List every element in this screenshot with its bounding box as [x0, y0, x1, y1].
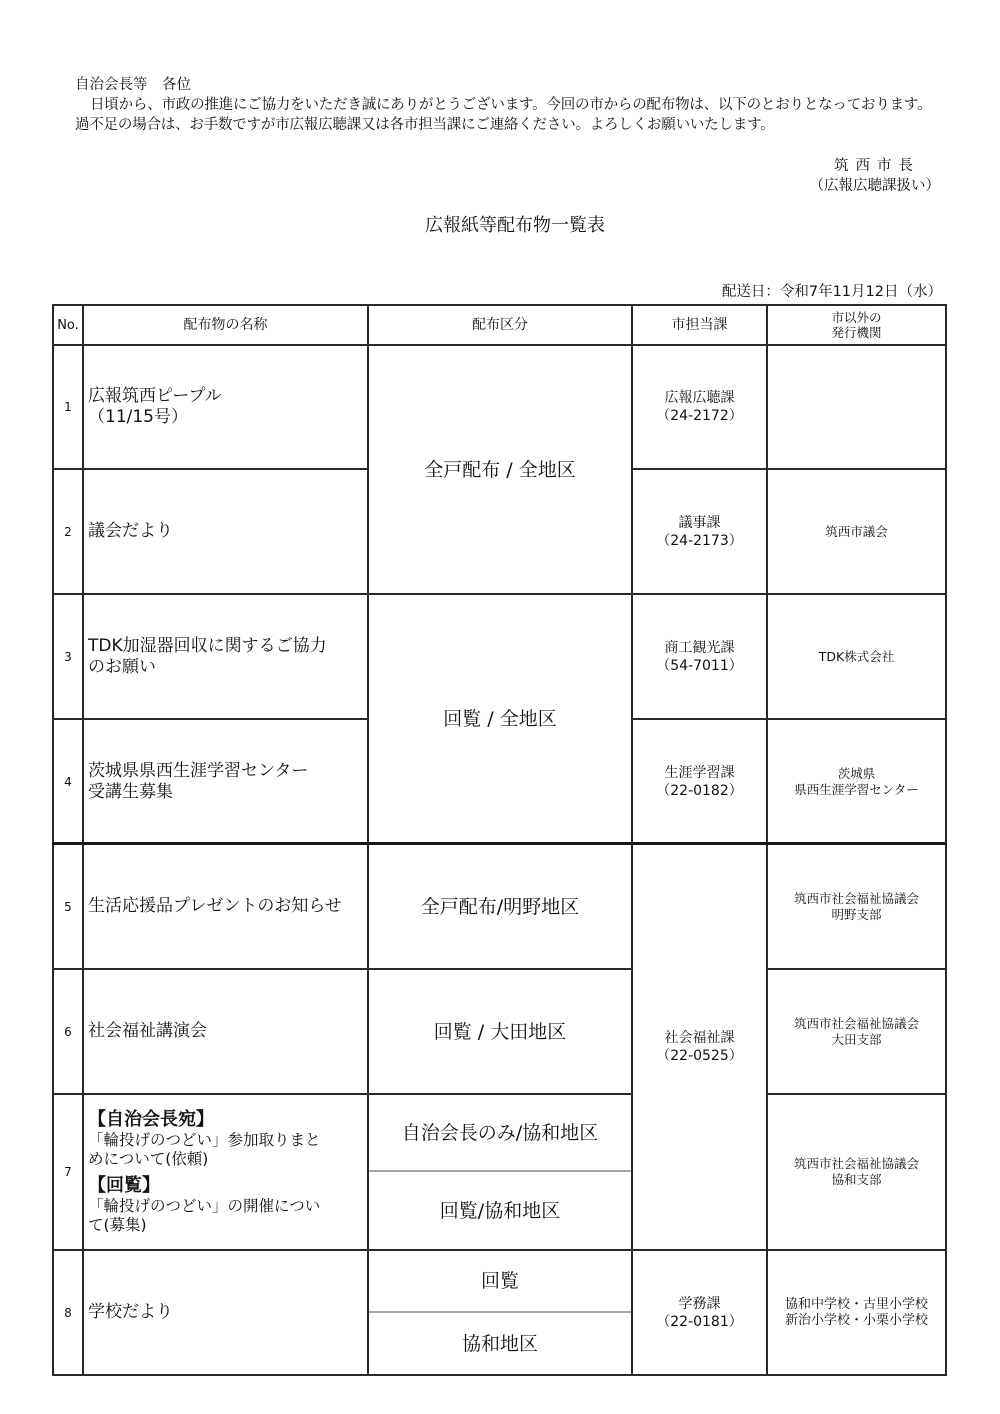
row-8-department-name: 学務課	[678, 1295, 721, 1312]
greeting-paragraph: 日頃から、市政の推進にご協力をいただき誠にありがとうございます。今回の市からの配布物は、以下のとおりとなっております。過不足の場合は、お手数ですが市広報広聴課又は各市担当課にご連絡ください。よろしくお願いいたします。	[75, 97, 932, 133]
header-issuer-line1: 市以外の	[831, 310, 882, 325]
delivery-date: 配送日：令和7年11月12日（水）	[721, 284, 942, 300]
row-1-name-line1: 広報筑西ピープル	[88, 386, 222, 406]
row-1-department-name: 広報広聴課	[664, 390, 735, 406]
row-7-part2-line2: て(募集)	[88, 1216, 147, 1234]
sub-divider	[369, 1311, 631, 1313]
row-8-issuer-line2: 新治小学校・小栗小学校	[784, 1312, 928, 1328]
row-divider	[766, 1093, 947, 1095]
row-5-name: 生活応援品プレゼントのお知らせ	[88, 896, 342, 916]
row-2-no: 2	[64, 524, 72, 539]
row-8-department	[632, 1250, 767, 1375]
row-7-issuer	[767, 1094, 946, 1250]
row-4-issuer-line2: 県西生涯学習センター	[794, 781, 919, 797]
row-2-department-phone: （24‐2173）	[656, 532, 743, 549]
row-divider	[52, 1093, 633, 1095]
column-divider	[367, 304, 369, 1376]
row-divider	[631, 468, 947, 470]
row-4-name	[83, 719, 368, 844]
row-6-issuer	[767, 969, 946, 1094]
row-2-name: 議会だより	[88, 521, 173, 541]
header-distribution: 配布区分	[472, 316, 528, 333]
row-divider	[631, 718, 947, 720]
row-7-issuer-line1: 筑西市社会福祉協議会	[793, 1156, 919, 1171]
department-rows-5-7-name: 社会福祉課	[664, 1030, 735, 1046]
document-title: 広報紙等配布物一覧表	[425, 215, 605, 236]
section-divider	[52, 842, 947, 845]
row-6-name: 社会福祉講演会	[88, 1021, 207, 1041]
row-3-name-line1: TDK加湿器回収に関するご協力	[88, 635, 327, 656]
distribution-rows-3-4: 回覧 / 全地区	[443, 708, 557, 730]
row-3-no: 3	[64, 649, 72, 664]
row-5-distribution: 全戸配布/明野地区	[420, 895, 580, 918]
header-department: 市担当課	[671, 316, 728, 333]
row-6-distribution: 回覧 / 大田地区	[433, 1020, 567, 1043]
column-divider	[631, 304, 633, 1376]
row-4-no: 4	[64, 774, 72, 789]
row-3-name	[83, 594, 368, 719]
row-3-department-name: 商工観光課	[664, 639, 735, 656]
row-divider	[766, 968, 947, 970]
row-7-issuer-line2: 協和支部	[831, 1172, 882, 1187]
row-6-no: 6	[64, 1024, 72, 1039]
row-2-department-name: 議事課	[678, 514, 721, 531]
row-7-part1-line1: 「輪投げのつどい」参加取りまと	[88, 1131, 321, 1149]
department-rows-5-7-phone: （22‐0525）	[656, 1048, 743, 1064]
row-2-department	[632, 469, 767, 594]
row-8-name: 学校だより	[88, 1302, 173, 1322]
row-4-department-name: 生涯学習課	[664, 764, 735, 781]
row-7-part1-heading: 【自治会長宛】	[88, 1109, 214, 1130]
row-8-distribution-1: 回覧	[480, 1270, 519, 1292]
addressee: 自治会長等 各位	[75, 77, 191, 93]
row-1-no: 1	[64, 400, 72, 414]
table-border-top	[52, 304, 947, 306]
row-8-no: 8	[64, 1305, 72, 1320]
row-7-name	[83, 1094, 368, 1250]
header-issuer-line2: 発行機関	[831, 325, 882, 340]
table-border-left	[52, 304, 54, 1376]
row-7-distribution-2: 回覧/協和地区	[439, 1199, 561, 1222]
row-1-name	[83, 345, 368, 469]
row-6-issuer-line2: 大田支部	[831, 1031, 882, 1047]
row-3-issuer: TDK株式会社	[818, 648, 895, 664]
row-divider	[52, 968, 633, 970]
row-4-issuer	[767, 719, 946, 844]
row-5-no: 5	[64, 899, 72, 914]
row-4-issuer-line1: 茨城県	[837, 765, 876, 781]
row-6-issuer-line1: 筑西市社会福祉協議会	[793, 1015, 919, 1031]
row-1-name-line2: （11/15号）	[88, 407, 188, 427]
table-border-right	[945, 304, 947, 1376]
row-7-no: 7	[64, 1165, 72, 1179]
row-5-issuer-line2: 明野支部	[831, 906, 882, 922]
header-issuer	[767, 305, 946, 345]
row-2-issuer: 筑西市議会	[825, 523, 888, 539]
signer: 筑西市長	[834, 158, 920, 174]
row-3-department-phone: （54‐7011）	[656, 657, 743, 674]
row-4-department	[632, 719, 767, 844]
row-divider	[52, 1249, 947, 1251]
row-8-department-phone: （22‐0181）	[656, 1313, 743, 1330]
row-4-department-phone: （22‐0182）	[656, 782, 743, 799]
sub-divider	[369, 1170, 631, 1172]
department-rows-5-7	[632, 844, 767, 1250]
row-8-issuer	[767, 1250, 946, 1375]
table-border-bottom	[52, 1374, 947, 1376]
column-divider	[82, 304, 84, 1376]
row-8-distribution-2: 協和地区	[461, 1332, 538, 1355]
row-divider	[52, 718, 368, 720]
row-3-department	[632, 594, 767, 719]
row-3-name-line2: のお願い	[88, 656, 156, 677]
distribution-rows-1-2: 全戸配布 / 全地区	[424, 458, 576, 481]
row-5-issuer	[767, 844, 946, 969]
header-name: 配布物の名称	[183, 316, 268, 333]
row-7-distribution-1: 自治会長のみ/協和地区	[401, 1121, 599, 1144]
row-5-issuer-line1: 筑西市社会福祉協議会	[793, 890, 919, 906]
row-4-name-line1: 茨城県県西生涯学習センター	[88, 760, 309, 781]
row-1-department	[632, 345, 767, 469]
signer-note: （広報広聴課扱い）	[809, 178, 940, 194]
row-7-part1-line2: めについて(依頼)	[88, 1150, 209, 1168]
row-divider	[52, 593, 947, 595]
row-divider	[52, 468, 368, 470]
row-7-part2-line1: 「輪投げのつどい」の開催につい	[88, 1197, 321, 1215]
row-7-part2-heading: 【回覧】	[88, 1175, 160, 1196]
column-divider	[766, 304, 768, 1376]
header-no: No.	[57, 317, 79, 333]
row-1-issuer	[767, 345, 946, 469]
row-4-name-line2: 受講生募集	[88, 781, 173, 802]
row-8-issuer-line1: 協和中学校・古里小学校	[784, 1296, 928, 1312]
row-1-department-phone: （24‐2172）	[656, 408, 743, 424]
header-divider	[52, 344, 947, 346]
